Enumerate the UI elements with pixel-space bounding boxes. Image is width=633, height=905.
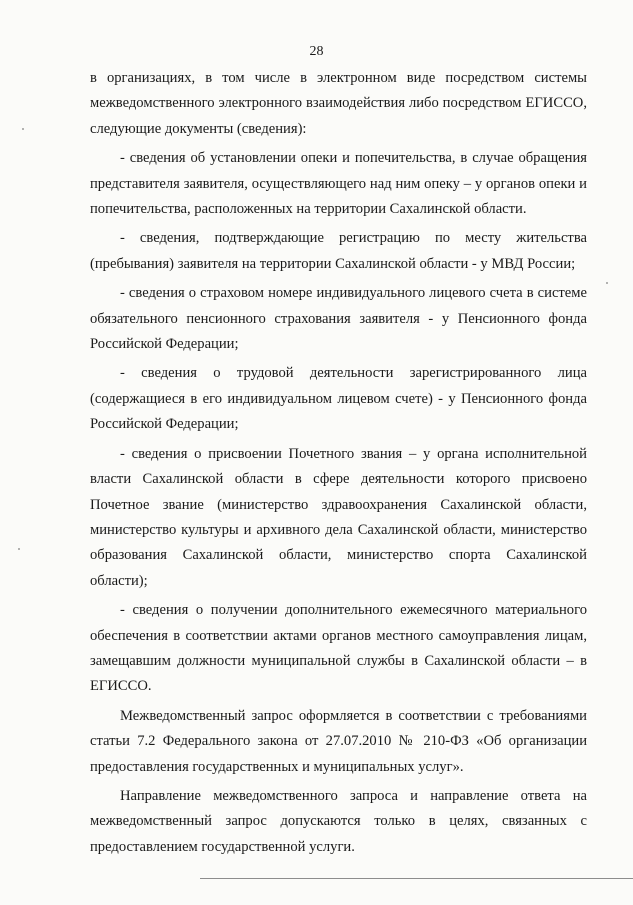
- paragraph-interagency-request: Межведомственный запрос оформляется в соответствии с требованиями статьи 7.2 Федерального закона от 27.07.2010 № 210-ФЗ «Об организации предоставления государственных и муниципальных услуг».: [90, 707, 587, 775]
- document-body: [90, 66, 587, 860]
- paragraph-additional-support: - сведения о получении дополнительного ежемесячного материального обеспечения в соответствии актами органов местного самоуправления лицам, замещавшим должности муниципальной службы в Сахалинской области – в ЕГИССО.: [90, 602, 587, 695]
- page-number: 28: [309, 44, 324, 59]
- paragraph-honorary-title: - сведения о присвоении Почетного звания – у органа исполнительной власти Сахалинской области в сфере деятельности которого присвоено Почетное звание (министерство здравоохранения Сахалинской области, министерство культуры и архивного дела Сахалинской области, министерство образования Сахалинской области, министерство спорта Сахалинской области);: [90, 445, 587, 589]
- paragraph-intro: в организациях, в том числе в электронном виде посредством системы межведомственного электронного взаимодействия либо посредством ЕГИССО, следующие документы (сведения):: [90, 70, 587, 137]
- scan-speck: [18, 548, 20, 550]
- paragraph-guardianship: - сведения об установлении опеки и попечительства, в случае обращения представителя заявителя, осуществляющего над ним опеку – у органов опеки и попечительства, расположенных на территории Сахалинской области.: [90, 150, 587, 218]
- paragraph-insurance-number: - сведения о страховом номере индивидуального лицевого счета в системе обязательного пенсионного страхования заявителя - у Пенсионного фонда Российской Федерации;: [90, 285, 587, 353]
- scan-speck: [22, 128, 24, 130]
- scan-speck: [606, 282, 608, 284]
- paragraph-request-direction: Направление межведомственного запроса и направление ответа на межведомственный запрос допускаются только в целях, связанных с предоставлением государственной услуги.: [90, 787, 587, 855]
- scan-edge-line: [200, 878, 633, 879]
- paragraph-work-activity: - сведения о трудовой деятельности зарегистрированного лица (содержащиеся в его индивидуальном лицевом счете) - у Пенсионного фонда Российской Федерации;: [90, 365, 587, 433]
- paragraph-registration: - сведения, подтверждающие регистрацию по месту жительства (пребывания) заявителя на территории Сахалинской области - у МВД России;: [90, 230, 587, 272]
